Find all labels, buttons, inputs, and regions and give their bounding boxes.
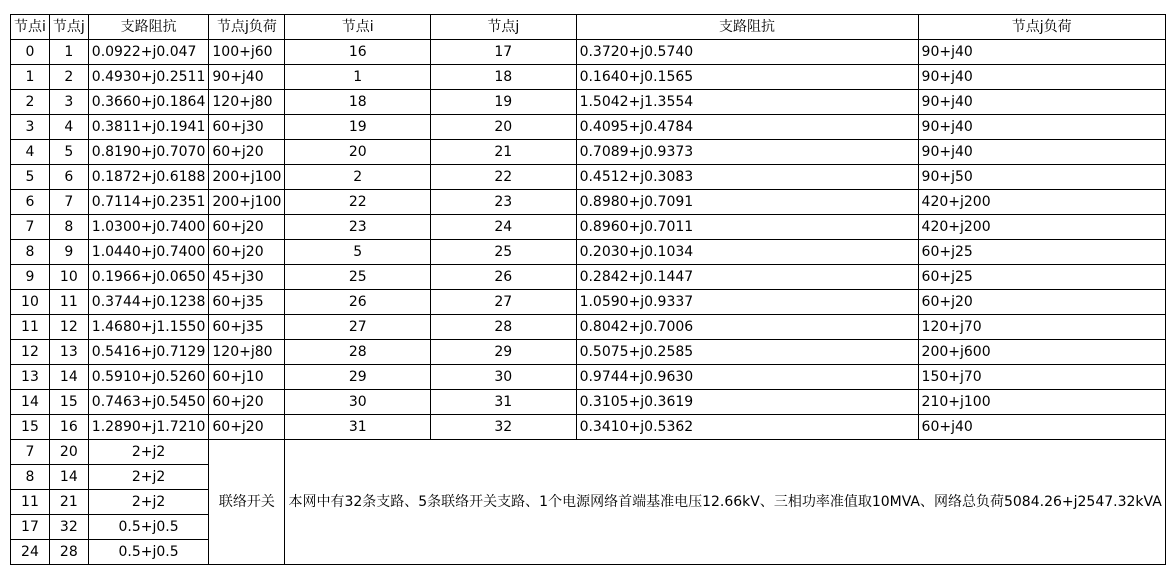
header-load-right: 节点j负荷 [918, 15, 1165, 40]
tie-impedance-cell: 2+j2 [88, 490, 209, 515]
right-load-cell: 60+j25 [918, 240, 1165, 265]
branch-row [11, 340, 1166, 365]
right-load-cell: 420+j200 [918, 215, 1165, 240]
tie-node-j-cell: 14 [49, 465, 88, 490]
right-node-i-cell: 20 [285, 140, 431, 165]
left-impedance-cell: 0.7114+j0.2351 [88, 190, 209, 215]
left-node-i-cell: 3 [11, 115, 50, 140]
left-impedance-cell: 1.2890+j1.7210 [88, 415, 209, 440]
right-load-cell: 90+j40 [918, 65, 1165, 90]
right-node-j-cell: 25 [431, 240, 577, 265]
left-node-i-cell: 5 [11, 165, 50, 190]
right-node-j-cell: 26 [431, 265, 577, 290]
right-node-j-cell: 23 [431, 190, 577, 215]
branch-row [11, 90, 1166, 115]
right-node-j-cell: 17 [431, 40, 577, 65]
left-node-i-cell: 4 [11, 140, 50, 165]
tie-impedance-cell: 0.5+j0.5 [88, 540, 209, 565]
tie-node-i-cell: 24 [11, 540, 50, 565]
left-node-i-cell: 12 [11, 340, 50, 365]
left-node-j-cell: 11 [49, 290, 88, 315]
tie-node-i-cell: 11 [11, 490, 50, 515]
left-node-i-cell: 13 [11, 365, 50, 390]
tie-node-i-cell: 17 [11, 515, 50, 540]
left-node-i-cell: 2 [11, 90, 50, 115]
left-impedance-cell: 0.1872+j0.6188 [88, 165, 209, 190]
right-load-cell: 200+j600 [918, 340, 1165, 365]
right-impedance-cell: 0.7089+j0.9373 [576, 140, 918, 165]
branch-row [11, 265, 1166, 290]
right-load-cell: 150+j70 [918, 365, 1165, 390]
right-load-cell: 90+j40 [918, 40, 1165, 65]
tie-node-j-cell: 20 [49, 440, 88, 465]
tie-impedance-cell: 2+j2 [88, 465, 209, 490]
left-impedance-cell: 1.0300+j0.7400 [88, 215, 209, 240]
header-load-left: 节点j负荷 [209, 15, 285, 40]
right-node-i-cell: 18 [285, 90, 431, 115]
right-node-i-cell: 19 [285, 115, 431, 140]
branch-row [11, 40, 1166, 65]
branch-row [11, 315, 1166, 340]
left-load-cell: 60+j10 [209, 365, 285, 390]
right-node-j-cell: 28 [431, 315, 577, 340]
left-load-cell: 60+j20 [209, 390, 285, 415]
tie-node-i-cell: 8 [11, 465, 50, 490]
right-impedance-cell: 0.2842+j0.1447 [576, 265, 918, 290]
right-node-i-cell: 25 [285, 265, 431, 290]
right-load-cell: 90+j40 [918, 90, 1165, 115]
header-impedance-left: 支路阻抗 [88, 15, 209, 40]
left-node-j-cell: 7 [49, 190, 88, 215]
right-node-j-cell: 29 [431, 340, 577, 365]
left-load-cell: 200+j100 [209, 165, 285, 190]
right-load-cell: 90+j40 [918, 115, 1165, 140]
right-load-cell: 90+j50 [918, 165, 1165, 190]
left-node-i-cell: 14 [11, 390, 50, 415]
right-node-j-cell: 27 [431, 290, 577, 315]
right-load-cell: 420+j200 [918, 190, 1165, 215]
right-node-i-cell: 28 [285, 340, 431, 365]
header-row [11, 15, 1166, 40]
left-impedance-cell: 1.0440+j0.7400 [88, 240, 209, 265]
right-load-cell: 60+j25 [918, 265, 1165, 290]
left-node-j-cell: 4 [49, 115, 88, 140]
left-load-cell: 120+j80 [209, 90, 285, 115]
left-impedance-cell: 0.4930+j0.2511 [88, 65, 209, 90]
left-impedance-cell: 0.1966+j0.0650 [88, 265, 209, 290]
left-load-cell: 45+j30 [209, 265, 285, 290]
tie-switch-label: 联络开关 [209, 440, 285, 565]
left-node-i-cell: 0 [11, 40, 50, 65]
left-node-j-cell: 5 [49, 140, 88, 165]
tie-impedance-cell: 2+j2 [88, 440, 209, 465]
right-node-i-cell: 1 [285, 65, 431, 90]
left-impedance-cell: 0.7463+j0.5450 [88, 390, 209, 415]
right-impedance-cell: 0.5075+j0.2585 [576, 340, 918, 365]
right-impedance-cell: 0.4512+j0.3083 [576, 165, 918, 190]
network-description-note: 本网中有32条支路、5条联络开关支路、1个电源网络首端基准电压12.66kV、三相功率准值取10MVA、网络总负荷5084.26+j2547.32kVA [285, 440, 1165, 565]
right-node-i-cell: 16 [285, 40, 431, 65]
right-node-j-cell: 31 [431, 390, 577, 415]
network-data-table [10, 14, 1166, 565]
left-impedance-cell: 0.5416+j0.7129 [88, 340, 209, 365]
right-node-i-cell: 2 [285, 165, 431, 190]
left-node-i-cell: 9 [11, 265, 50, 290]
left-load-cell: 60+j30 [209, 115, 285, 140]
right-impedance-cell: 0.2030+j0.1034 [576, 240, 918, 265]
left-load-cell: 120+j80 [209, 340, 285, 365]
right-impedance-cell: 0.8042+j0.7006 [576, 315, 918, 340]
right-node-j-cell: 30 [431, 365, 577, 390]
left-node-j-cell: 3 [49, 90, 88, 115]
right-node-i-cell: 26 [285, 290, 431, 315]
left-impedance-cell: 1.4680+j1.1550 [88, 315, 209, 340]
left-load-cell: 100+j60 [209, 40, 285, 65]
right-node-i-cell: 22 [285, 190, 431, 215]
right-node-j-cell: 20 [431, 115, 577, 140]
right-node-i-cell: 5 [285, 240, 431, 265]
header-impedance-right: 支路阻抗 [576, 15, 918, 40]
right-node-j-cell: 18 [431, 65, 577, 90]
left-impedance-cell: 0.3744+j0.1238 [88, 290, 209, 315]
left-load-cell: 60+j35 [209, 290, 285, 315]
right-node-j-cell: 22 [431, 165, 577, 190]
left-node-i-cell: 1 [11, 65, 50, 90]
right-node-i-cell: 27 [285, 315, 431, 340]
branch-row [11, 415, 1166, 440]
right-impedance-cell: 1.5042+j1.3554 [576, 90, 918, 115]
right-node-j-cell: 32 [431, 415, 577, 440]
right-node-i-cell: 31 [285, 415, 431, 440]
left-load-cell: 60+j20 [209, 415, 285, 440]
right-load-cell: 120+j70 [918, 315, 1165, 340]
branch-row [11, 390, 1166, 415]
left-node-j-cell: 10 [49, 265, 88, 290]
right-node-j-cell: 24 [431, 215, 577, 240]
left-node-i-cell: 15 [11, 415, 50, 440]
tie-node-j-cell: 28 [49, 540, 88, 565]
left-node-j-cell: 16 [49, 415, 88, 440]
left-load-cell: 200+j100 [209, 190, 285, 215]
left-node-j-cell: 15 [49, 390, 88, 415]
right-impedance-cell: 1.0590+j0.9337 [576, 290, 918, 315]
network-data-table-container [10, 14, 1166, 565]
right-impedance-cell: 0.9744+j0.9630 [576, 365, 918, 390]
left-load-cell: 60+j20 [209, 240, 285, 265]
left-node-j-cell: 1 [49, 40, 88, 65]
left-node-i-cell: 6 [11, 190, 50, 215]
branch-row [11, 190, 1166, 215]
right-impedance-cell: 0.3105+j0.3619 [576, 390, 918, 415]
left-node-i-cell: 11 [11, 315, 50, 340]
left-node-j-cell: 13 [49, 340, 88, 365]
right-node-i-cell: 30 [285, 390, 431, 415]
left-impedance-cell: 0.8190+j0.7070 [88, 140, 209, 165]
header-node-j-left: 节点j [49, 15, 88, 40]
left-node-i-cell: 8 [11, 240, 50, 265]
left-impedance-cell: 0.5910+j0.5260 [88, 365, 209, 390]
left-node-i-cell: 7 [11, 215, 50, 240]
tie-node-j-cell: 32 [49, 515, 88, 540]
tie-node-j-cell: 21 [49, 490, 88, 515]
right-load-cell: 60+j20 [918, 290, 1165, 315]
left-load-cell: 60+j20 [209, 140, 285, 165]
header-node-j-right: 节点j [431, 15, 577, 40]
right-node-i-cell: 23 [285, 215, 431, 240]
left-impedance-cell: 0.3660+j0.1864 [88, 90, 209, 115]
right-impedance-cell: 0.3410+j0.5362 [576, 415, 918, 440]
right-impedance-cell: 0.3720+j0.5740 [576, 40, 918, 65]
left-impedance-cell: 0.3811+j0.1941 [88, 115, 209, 140]
header-node-i-right: 节点i [285, 15, 431, 40]
right-impedance-cell: 0.4095+j0.4784 [576, 115, 918, 140]
left-load-cell: 90+j40 [209, 65, 285, 90]
right-node-j-cell: 19 [431, 90, 577, 115]
left-node-j-cell: 8 [49, 215, 88, 240]
branch-row [11, 165, 1166, 190]
right-impedance-cell: 0.1640+j0.1565 [576, 65, 918, 90]
left-impedance-cell: 0.0922+j0.047 [88, 40, 209, 65]
right-load-cell: 60+j40 [918, 415, 1165, 440]
left-node-j-cell: 12 [49, 315, 88, 340]
tie-switch-row [11, 440, 1166, 465]
branch-row [11, 140, 1166, 165]
left-load-cell: 60+j20 [209, 215, 285, 240]
branch-row [11, 215, 1166, 240]
branch-row [11, 290, 1166, 315]
branch-row [11, 240, 1166, 265]
right-impedance-cell: 0.8980+j0.7091 [576, 190, 918, 215]
right-impedance-cell: 0.8960+j0.7011 [576, 215, 918, 240]
branch-row [11, 115, 1166, 140]
left-node-j-cell: 6 [49, 165, 88, 190]
tie-node-i-cell: 7 [11, 440, 50, 465]
right-node-i-cell: 29 [285, 365, 431, 390]
left-node-j-cell: 9 [49, 240, 88, 265]
left-node-i-cell: 10 [11, 290, 50, 315]
left-node-j-cell: 2 [49, 65, 88, 90]
branch-row [11, 65, 1166, 90]
right-node-j-cell: 21 [431, 140, 577, 165]
right-load-cell: 90+j40 [918, 140, 1165, 165]
right-load-cell: 210+j100 [918, 390, 1165, 415]
left-node-j-cell: 14 [49, 365, 88, 390]
tie-impedance-cell: 0.5+j0.5 [88, 515, 209, 540]
branch-row [11, 365, 1166, 390]
left-load-cell: 60+j35 [209, 315, 285, 340]
header-node-i-left: 节点i [11, 15, 50, 40]
